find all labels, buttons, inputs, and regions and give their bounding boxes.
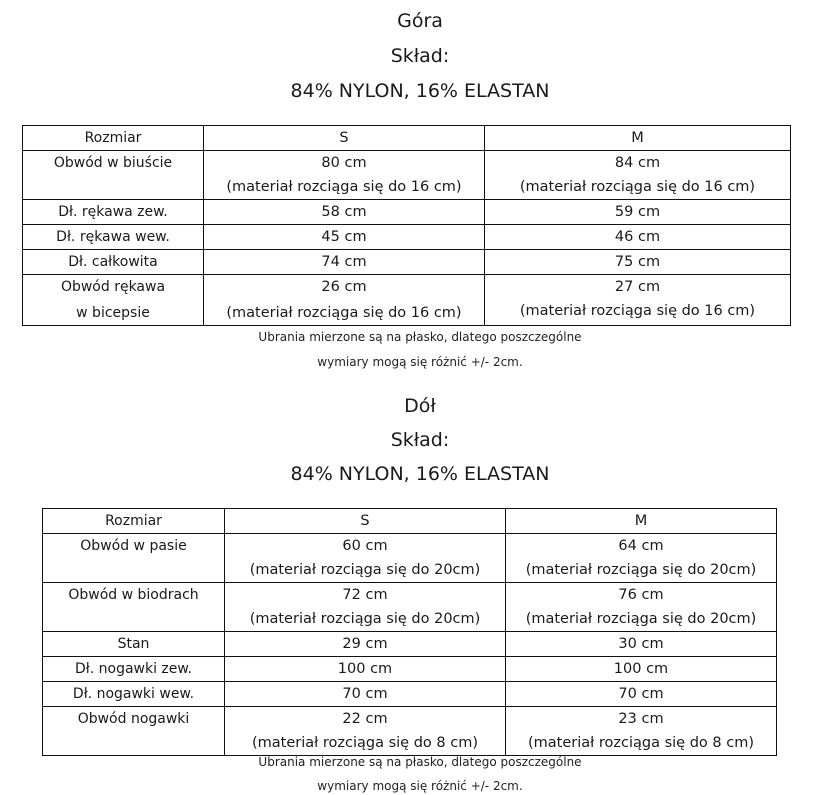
cell-m: 70 cm: [506, 682, 777, 707]
table-row: [43, 583, 777, 632]
cell-s: 58 cm: [204, 200, 485, 225]
header-size: Rozmiar: [23, 126, 204, 151]
header-m: M: [506, 509, 777, 534]
cell-value: 27 cm: [614, 279, 661, 295]
cell-s: [225, 534, 506, 583]
row-label: Dł. całkowita: [23, 250, 204, 275]
row-label-text: w bicepsie: [76, 305, 150, 321]
header-size: Rozmiar: [43, 509, 225, 534]
table-row: [23, 225, 791, 250]
cell-value: 72 cm: [342, 587, 388, 603]
header-m: M: [485, 126, 791, 151]
top-composition: 84% NYLON, 16% ELASTAN: [290, 80, 550, 102]
cell-value: 80 cm: [321, 155, 367, 171]
row-label-text: Obwód w biuście: [53, 155, 173, 171]
bottom-composition: 84% NYLON, 16% ELASTAN: [290, 463, 550, 485]
cell-m: 59 cm: [485, 200, 791, 225]
cell-value: 23 cm: [618, 711, 664, 727]
cell-s: [225, 583, 506, 632]
bottom-composition-label: Skład:: [390, 429, 450, 451]
table-header-row: [23, 126, 791, 151]
table-row: [43, 632, 777, 657]
cell-s: [225, 707, 506, 756]
cell-value: 76 cm: [618, 587, 664, 603]
bottom-size-table: [42, 508, 777, 756]
row-label: Dł. nogawki wew.: [43, 682, 225, 707]
cell-s: 29 cm: [225, 632, 506, 657]
row-label-text: Obwód rękawa: [60, 279, 166, 295]
row-label: Dł. rękawa zew.: [23, 200, 204, 225]
row-label: Stan: [43, 632, 225, 657]
cell-note: (materiał rozciąga się do 20cm): [249, 611, 481, 627]
cell-s: [204, 275, 485, 326]
top-composition-label: Skład:: [390, 45, 450, 67]
top-size-table: [22, 125, 791, 326]
cell-note: (materiał rozciąga się do 16 cm): [226, 305, 462, 321]
row-label: [23, 151, 204, 200]
cell-value: 22 cm: [342, 711, 388, 727]
cell-note: (materiał rozciąga się do 16 cm): [226, 179, 462, 195]
cell-note: (materiał rozciąga się do 20cm): [525, 562, 757, 578]
cell-value: 64 cm: [618, 538, 664, 554]
header-s: S: [225, 509, 506, 534]
table-row: [43, 657, 777, 682]
bottom-title: Dół: [404, 395, 436, 417]
row-label: [23, 275, 204, 326]
cell-m: 30 cm: [506, 632, 777, 657]
cell-note: (materiał rozciąga się do 16 cm): [519, 303, 756, 319]
row-label: Obwód w biodrach: [43, 583, 225, 632]
cell-m: [506, 707, 777, 756]
cell-value: 60 cm: [342, 538, 388, 554]
table-row: [43, 682, 777, 707]
table-row: [23, 151, 791, 200]
top-measure-note: wymiary mogą się różnić +/- 2cm.: [317, 355, 523, 369]
table-row: [23, 250, 791, 275]
cell-s: 45 cm: [204, 225, 485, 250]
cell-note: (materiał rozciąga się do 20cm): [249, 562, 481, 578]
bottom-measure-note: Ubrania mierzone są na płasko, dlatego poszczególne: [258, 755, 582, 769]
cell-value: 26 cm: [321, 279, 367, 295]
top-title: Góra: [397, 10, 443, 32]
table-row: [43, 534, 777, 583]
cell-note: (materiał rozciąga się do 16 cm): [519, 179, 756, 195]
cell-m: [506, 583, 777, 632]
cell-m: [485, 151, 791, 200]
cell-note: (materiał rozciąga się do 20cm): [525, 611, 757, 627]
cell-m: [485, 275, 791, 326]
table-row: [43, 707, 777, 756]
cell-s: 100 cm: [225, 657, 506, 682]
table-row: [23, 200, 791, 225]
row-label: Obwód nogawki: [43, 707, 225, 756]
cell-s: 74 cm: [204, 250, 485, 275]
table-row: [23, 275, 791, 326]
cell-value: 84 cm: [614, 155, 661, 171]
row-label: Dł. rękawa wew.: [23, 225, 204, 250]
table-header-row: [43, 509, 777, 534]
bottom-measure-note: wymiary mogą się różnić +/- 2cm.: [317, 779, 523, 793]
cell-m: 75 cm: [485, 250, 791, 275]
row-label: Obwód w pasie: [43, 534, 225, 583]
row-label: Dł. nogawki zew.: [43, 657, 225, 682]
top-measure-note: Ubrania mierzone są na płasko, dlatego poszczególne: [258, 330, 582, 344]
cell-s: 70 cm: [225, 682, 506, 707]
cell-note: (materiał rozciąga się do 8 cm): [252, 735, 478, 751]
cell-m: [506, 534, 777, 583]
cell-s: [204, 151, 485, 200]
cell-m: 100 cm: [506, 657, 777, 682]
cell-m: 46 cm: [485, 225, 791, 250]
cell-note: (materiał rozciąga się do 8 cm): [528, 735, 754, 751]
header-s: S: [204, 126, 485, 151]
